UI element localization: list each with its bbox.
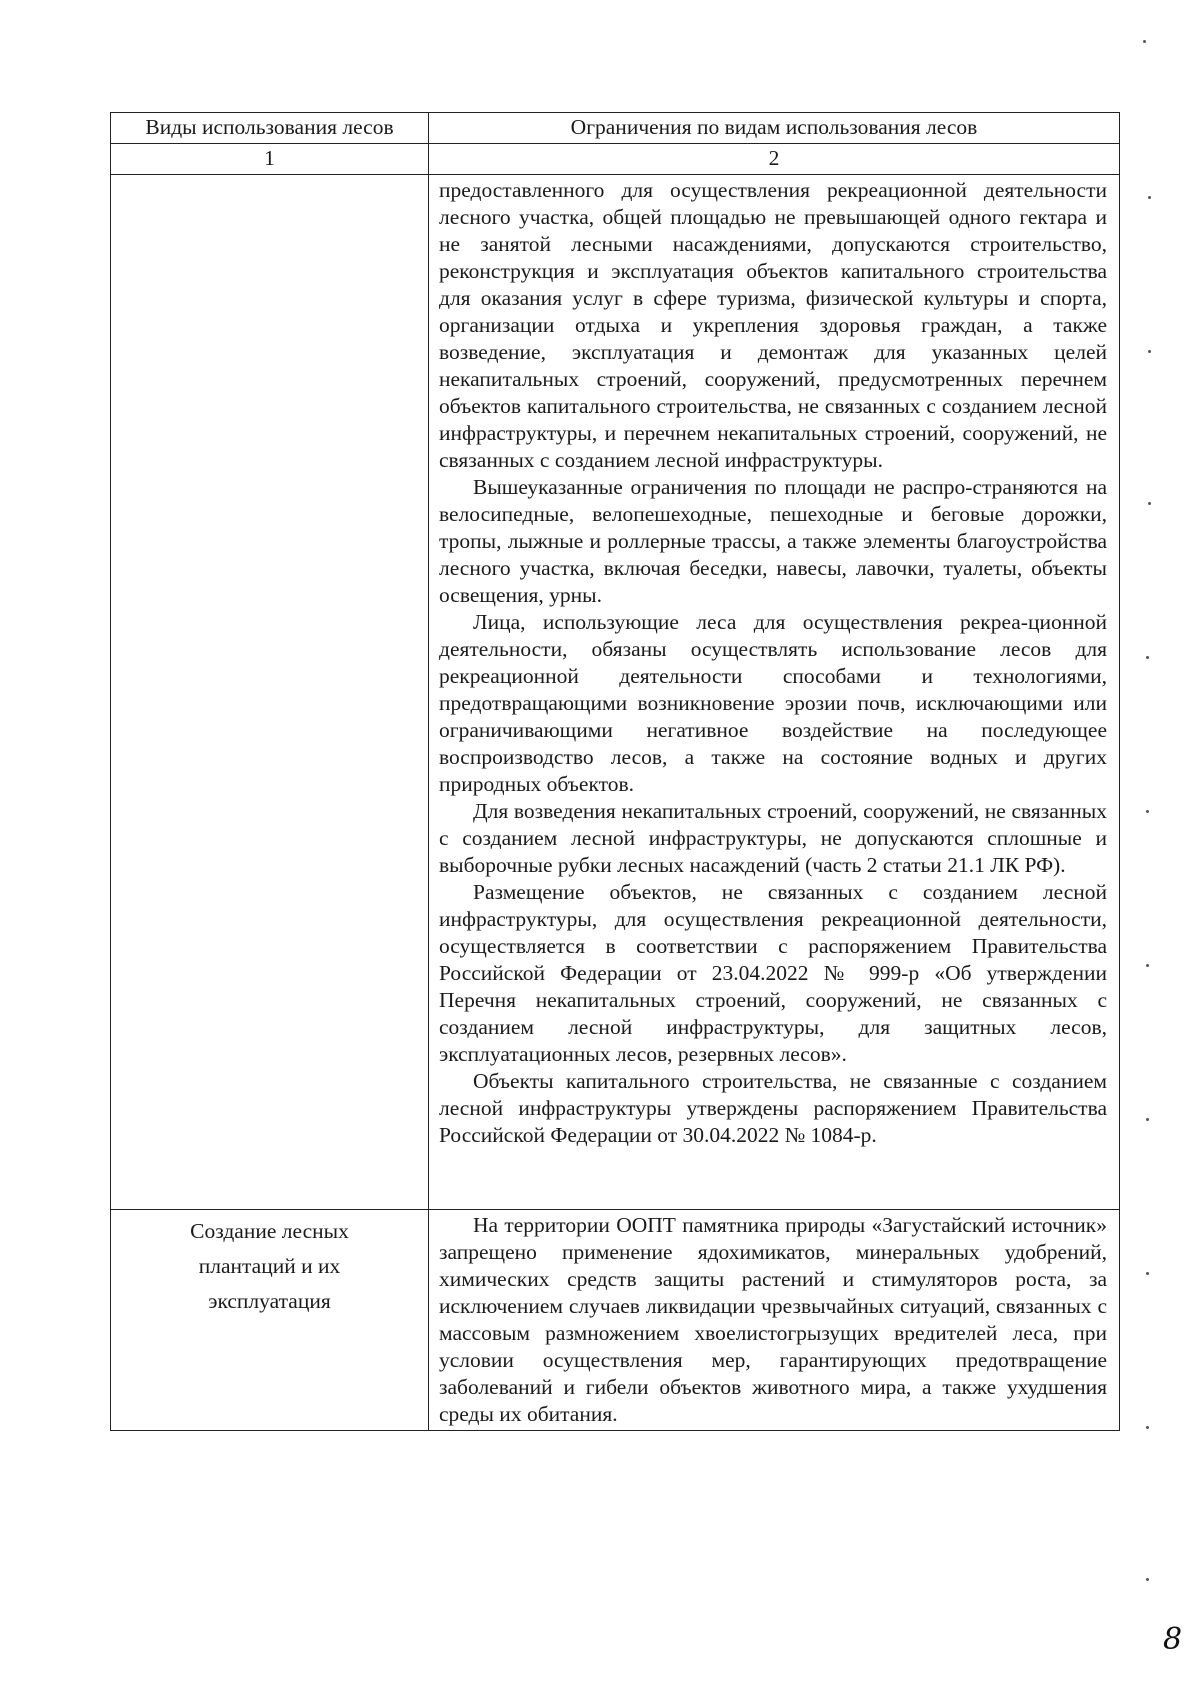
column-number-2: 2 bbox=[429, 144, 1120, 175]
scan-speck bbox=[1148, 502, 1151, 505]
scan-speck bbox=[1148, 350, 1151, 353]
scan-speck bbox=[1143, 40, 1146, 43]
paragraph: Вышеуказанные ограничения по площади не распро-страняются на велосипедные, велопешеходные, пешеходные и беговые дорожки, тропы, лыжные и роллерные трассы, а также элементы благоустройства лесного участка, включая беседки, навесы, лавочки, туалеты, объекты освещения, урны. bbox=[439, 475, 1107, 607]
forest-use-type-line: Создание лесных bbox=[190, 1219, 349, 1243]
forest-use-type-line: плантаций и их bbox=[198, 1254, 341, 1278]
scan-speck bbox=[1146, 656, 1149, 659]
paragraph: предоставленного для осуществления рекреационной деятельности лесного участка, общей площадью не превышающей одного гектара и не занятой лесными насаждениями, допускаются строительство, реконструкция и эксплуатация объектов капитального строительства для оказания услуг в сфере туризма, физической культуры и спорта, организации отдыха и укрепления здоровья граждан, а также возведение, эксплуатация и демонтаж для указанных целей некапитальных строений, сооружений, предусмотренных перечнем объектов капитального строительства, не связанных с созданием лесной инфраструктуры, и перечнем некапитальных строений, сооружений, не связанных с созданием лесной инфраструктуры. bbox=[439, 178, 1107, 472]
paragraph: Объекты капитального строительства, не связанные с созданием лесной инфраструктуры утверждены распоряжением Правительства Российской Федерации от 30.04.2022 № 1084-р. bbox=[439, 1069, 1107, 1147]
scan-speck bbox=[1146, 1426, 1149, 1429]
paragraph: Для возведения некапитальных строений, сооружений, не связанных с созданием лесной инфраструктуры, не допускаются сплошные и выборочные рубки лесных насаждений (часть 2 статьи 21.1 ЛК РФ). bbox=[439, 799, 1107, 877]
forest-use-type-cell-empty bbox=[111, 175, 429, 1210]
forest-use-table bbox=[110, 112, 1120, 1431]
scan-speck bbox=[1146, 964, 1149, 967]
paragraph: На территории ООПТ памятника природы «Загустайский источник» запрещено применение ядохимикатов, минеральных удобрений, химических средств защиты растений и стимуляторов роста, за исключением случаев ликвидации чрезвычайных ситуаций, связанных с массовым размножением хвоелистогрызущих вредителей леса, при условии осуществления мер, гарантирующих предотвращение заболеваний и гибели объектов животного мира, а также ухудшения среды их обитания. bbox=[439, 1213, 1107, 1426]
scan-speck bbox=[1146, 1272, 1149, 1275]
table-row bbox=[111, 1210, 1120, 1431]
restrictions-cell bbox=[429, 175, 1120, 1210]
column-number-1: 1 bbox=[111, 144, 429, 175]
page-number: 8 bbox=[1163, 1622, 1183, 1657]
scan-speck bbox=[1146, 1578, 1149, 1581]
forest-use-type-line: эксплуатация bbox=[208, 1289, 331, 1313]
paragraph: Размещение объектов, не связанных с созданием лесной инфраструктуры, для осуществления рекреационной деятельности, осуществляется в соответствии с распоряжением Правительства Российской Федерации от 23.04.2022 № 999-р «Об утверждении Перечня некапитальных строений, сооружений, не связанных с созданием лесной инфраструктуры, для защитных лесов, эксплуатационных лесов, резервных лесов». bbox=[439, 880, 1107, 1066]
header-forest-use-types: Виды использования лесов bbox=[111, 113, 429, 144]
scan-speck bbox=[1148, 196, 1151, 199]
paragraph: Лица, использующие леса для осуществления рекреа-ционной деятельности, обязаны осуществлять использование лесов для рекреационной деятельности способами и технологиями, предотвращающими возникновение эрозии почв, исключающими или ограничивающими негативное воздействие на последующее воспроизводство лесов, а также на состояние водных и других природных объектов. bbox=[439, 610, 1107, 796]
column-number-row bbox=[111, 144, 1120, 175]
table-row bbox=[111, 175, 1120, 1210]
header-restrictions: Ограничения по видам использования лесов bbox=[429, 113, 1120, 144]
table-header-row bbox=[111, 113, 1120, 144]
scan-speck bbox=[1146, 1118, 1149, 1121]
restrictions-cell bbox=[429, 1210, 1120, 1431]
forest-use-type-cell bbox=[111, 1210, 429, 1431]
scan-speck bbox=[1146, 810, 1149, 813]
